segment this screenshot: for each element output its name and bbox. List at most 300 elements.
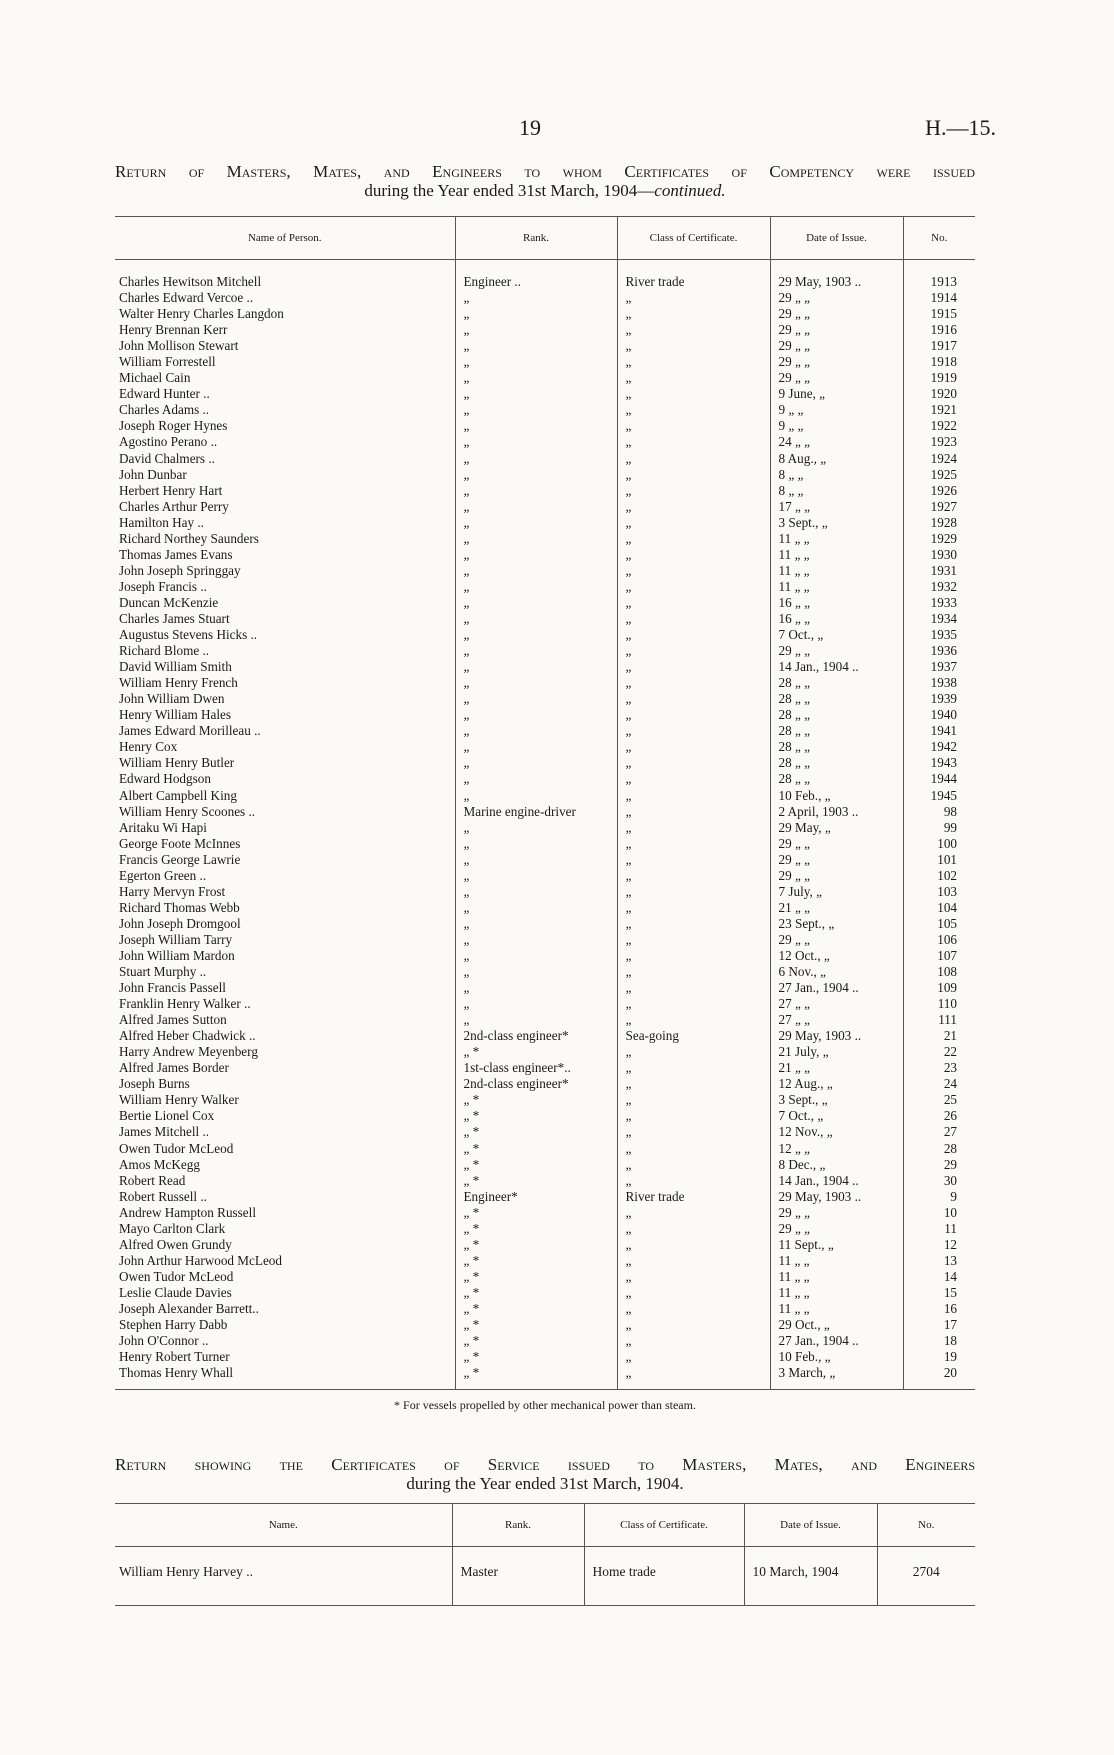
cell-class: „ xyxy=(617,483,770,499)
title-line-2 xyxy=(115,181,975,200)
cell-rank: „ xyxy=(455,338,617,354)
cell-date: 11 „ „ xyxy=(770,531,903,547)
cell-date: 7 July, „ xyxy=(770,884,903,900)
cell-date: 21 „ „ xyxy=(770,900,903,916)
cell-class: „ xyxy=(617,1253,770,1269)
competency-table-header xyxy=(115,217,975,260)
cell-name: Alfred Owen Grundy xyxy=(119,1236,232,1252)
cell-name: William Forrestell xyxy=(119,354,216,370)
cell-number: 24 xyxy=(903,1076,975,1092)
cell-name: John William Dwen xyxy=(119,691,225,707)
cell-date: 8 Dec., „ xyxy=(770,1157,903,1173)
cell-class: „ xyxy=(617,755,770,771)
cell-name: Andrew Hampton Russell xyxy=(119,1204,256,1220)
cell-date: 29 „ „ xyxy=(770,852,903,868)
cell-class: „ xyxy=(617,820,770,836)
cell-name: George Foote McInnes xyxy=(119,835,241,851)
table-row xyxy=(115,771,975,787)
cell-name: Leslie Claude Davies xyxy=(119,1284,232,1300)
cell-rank: „ xyxy=(455,659,617,675)
cell-date: 8 „ „ xyxy=(770,483,903,499)
cell-name: Bertie Lionel Cox xyxy=(119,1108,215,1124)
cell-class: „ xyxy=(617,290,770,306)
cell-number: 23 xyxy=(903,1060,975,1076)
cell-date: 7 Oct., „ xyxy=(770,1108,903,1124)
cell-number: 103 xyxy=(903,884,975,900)
cell-name: Agostino Perano .. xyxy=(119,434,218,450)
cell-class: „ xyxy=(617,836,770,852)
cell-name: Thomas James Evans xyxy=(119,546,233,562)
cell-name: Henry William Hales xyxy=(119,707,232,723)
table-row xyxy=(115,1173,975,1189)
cell-date: 12 Nov., „ xyxy=(770,1124,903,1140)
cell-date: 28 „ „ xyxy=(770,723,903,739)
cell-name: John O'Connor .. xyxy=(119,1333,209,1349)
cell-rank: „ * xyxy=(455,1301,617,1317)
cell-number: 27 xyxy=(903,1124,975,1140)
cell-date: 8 Aug., „ xyxy=(770,451,903,467)
cell-class: „ xyxy=(617,1092,770,1108)
cell-rank: „ xyxy=(455,515,617,531)
cell-name: John Joseph Springgay xyxy=(119,562,241,578)
cell-rank: „ xyxy=(455,932,617,948)
cell-date: 29 „ „ xyxy=(770,290,903,306)
table-row xyxy=(115,354,975,370)
cell-date: 24 „ „ xyxy=(770,434,903,450)
table-row xyxy=(115,691,975,707)
cell-date: 21 „ „ xyxy=(770,1060,903,1076)
cell-class: „ xyxy=(617,1060,770,1076)
cell-class: „ xyxy=(617,467,770,483)
table-row xyxy=(115,1141,975,1157)
cell-name: Edward Hunter .. xyxy=(119,386,210,402)
table-row xyxy=(115,643,975,659)
service-title-line-2: during the Year ended 31st March, 1904. xyxy=(406,1474,684,1493)
cell-date: 27 „ „ xyxy=(770,1012,903,1028)
cell-rank: „ * xyxy=(455,1253,617,1269)
cell-rank: „ xyxy=(455,996,617,1012)
cell-rank: „ xyxy=(455,354,617,370)
cell-name: Edward Hodgson xyxy=(119,771,211,787)
table-row xyxy=(115,1092,975,1108)
cell-name: Robert Read xyxy=(119,1172,186,1188)
cell-name: Hamilton Hay .. xyxy=(119,514,204,530)
table-row xyxy=(115,467,975,483)
table-row xyxy=(115,595,975,611)
cell-rank: „ * xyxy=(455,1365,617,1390)
cell-rank: „ xyxy=(455,643,617,659)
cell-rank: „ xyxy=(455,771,617,787)
table-row xyxy=(115,836,975,852)
cell-date: 9 „ „ xyxy=(770,402,903,418)
cell-rank: „ xyxy=(455,306,617,322)
cell-rank: „ xyxy=(455,370,617,386)
table-row xyxy=(115,322,975,338)
cell-class: „ xyxy=(617,1124,770,1140)
cell-number: 30 xyxy=(903,1173,975,1189)
cell-name: Mayo Carlton Clark xyxy=(119,1220,226,1236)
cell-name: Charles James Stuart xyxy=(119,610,230,626)
service-table-body xyxy=(115,1547,975,1606)
cell-rank: Engineer* xyxy=(455,1189,617,1205)
cell-rank: „ xyxy=(455,788,617,804)
cell-name: Alfred James Border xyxy=(119,1060,229,1076)
table-row xyxy=(115,531,975,547)
cell-name: Richard Blome .. xyxy=(119,643,210,659)
table-row xyxy=(115,260,975,291)
cell-rank: „ xyxy=(455,852,617,868)
cell-class: „ xyxy=(617,643,770,659)
cell-rank: Master xyxy=(452,1547,584,1606)
cell-number: 100 xyxy=(903,836,975,852)
table-row xyxy=(115,1349,975,1365)
cell-class: „ xyxy=(617,1317,770,1333)
table-row xyxy=(115,1108,975,1124)
cell-name: Richard Northey Saunders xyxy=(119,530,259,546)
cell-rank: „ xyxy=(455,386,617,402)
cell-date: 29 May, „ xyxy=(770,820,903,836)
table-row xyxy=(115,1269,975,1285)
table-row xyxy=(115,627,975,643)
cell-rank: „ * xyxy=(455,1349,617,1365)
cell-number: 16 xyxy=(903,1301,975,1317)
cell-name: William Henry Butler xyxy=(119,755,235,771)
service-header-number: No. xyxy=(877,1504,975,1547)
cell-class: „ xyxy=(617,370,770,386)
cell-rank: „ xyxy=(455,290,617,306)
cell-date: 11 „ „ xyxy=(770,579,903,595)
cell-class: „ xyxy=(617,1349,770,1365)
cell-rank: „ * xyxy=(455,1108,617,1124)
cell-date: 29 May, 1903 .. xyxy=(770,260,903,291)
cell-date: 2 April, 1903 .. xyxy=(770,804,903,820)
table-row xyxy=(115,547,975,563)
cell-rank: „ xyxy=(455,579,617,595)
cell-date: 14 Jan., 1904 .. xyxy=(770,659,903,675)
cell-class: „ xyxy=(617,900,770,916)
cell-date: 29 „ „ xyxy=(770,370,903,386)
cell-number: 101 xyxy=(903,852,975,868)
cell-rank: „ xyxy=(455,483,617,499)
cell-class: „ xyxy=(617,595,770,611)
cell-rank: „ * xyxy=(455,1317,617,1333)
cell-class: „ xyxy=(617,707,770,723)
service-header-rank: Rank. xyxy=(452,1504,584,1547)
service-header-name: Name. xyxy=(115,1504,452,1547)
cell-name: John Arthur Harwood McLeod xyxy=(119,1252,282,1268)
cell-name: Joseph Burns xyxy=(119,1076,190,1092)
cell-date: 29 May, 1903 .. xyxy=(770,1189,903,1205)
cell-class: Home trade xyxy=(584,1547,744,1606)
cell-name: Michael Cain xyxy=(119,370,191,386)
cell-name: John Francis Passell xyxy=(119,980,226,996)
cell-rank: „ xyxy=(455,563,617,579)
service-title-line-1: Return showing the Certificates of Service issued to Masters, Mates, and Engineers xyxy=(115,1455,975,1474)
cell-number: 1932 xyxy=(903,579,975,595)
cell-date: 29 „ „ xyxy=(770,643,903,659)
cell-name: Joseph William Tarry xyxy=(119,931,233,947)
table-row xyxy=(115,707,975,723)
cell-class: „ xyxy=(617,434,770,450)
cell-name: Walter Henry Charles Langdon xyxy=(119,306,284,322)
cell-name: Amos McKegg xyxy=(119,1156,200,1172)
cell-class: „ xyxy=(617,386,770,402)
cell-name: Herbert Henry Hart xyxy=(119,482,223,498)
cell-number: 1922 xyxy=(903,418,975,434)
table-row xyxy=(115,1285,975,1301)
cell-class: „ xyxy=(617,804,770,820)
cell-number: 21 xyxy=(903,1028,975,1044)
cell-date: 7 Oct., „ xyxy=(770,627,903,643)
cell-rank: Marine engine-driver xyxy=(455,804,617,820)
cell-date: 28 „ „ xyxy=(770,675,903,691)
cell-name: William Henry Scoones .. xyxy=(119,803,256,819)
cell-class: „ xyxy=(617,322,770,338)
cell-date: 29 „ „ xyxy=(770,1221,903,1237)
cell-rank: „ xyxy=(455,691,617,707)
cell-name: Henry Robert Turner xyxy=(119,1349,230,1365)
table-row xyxy=(115,1365,975,1390)
service-header-class: Class of Certificate. xyxy=(584,1504,744,1547)
table-row xyxy=(115,1237,975,1253)
cell-name: Thomas Henry Whall xyxy=(115,1365,455,1390)
cell-name: David Chalmers .. xyxy=(119,450,215,466)
cell-date: 11 „ „ xyxy=(770,563,903,579)
cell-class: „ xyxy=(617,547,770,563)
cell-rank: „ * xyxy=(455,1173,617,1189)
cell-number: 1916 xyxy=(903,322,975,338)
cell-name: Charles Hewitson Mitchell xyxy=(119,274,262,289)
table-row xyxy=(115,1028,975,1044)
cell-date: 27 „ „ xyxy=(770,996,903,1012)
cell-class: „ xyxy=(617,1285,770,1301)
cell-class: „ xyxy=(617,627,770,643)
cell-number: 2704 xyxy=(877,1547,975,1606)
table-row xyxy=(115,515,975,531)
cell-number: 1937 xyxy=(903,659,975,675)
cell-class: „ xyxy=(617,515,770,531)
cell-date: 29 „ „ xyxy=(770,306,903,322)
cell-date: 27 Jan., 1904 .. xyxy=(770,980,903,996)
cell-class: „ xyxy=(617,1333,770,1349)
table-row xyxy=(115,290,975,306)
cell-name: Harry Andrew Meyenberg xyxy=(119,1044,258,1060)
cell-class: „ xyxy=(617,1269,770,1285)
cell-class: „ xyxy=(617,418,770,434)
cell-date: 16 „ „ xyxy=(770,611,903,627)
cell-class: „ xyxy=(617,964,770,980)
table-row xyxy=(115,675,975,691)
cell-number: 108 xyxy=(903,964,975,980)
cell-number: 1938 xyxy=(903,675,975,691)
cell-date: 28 „ „ xyxy=(770,755,903,771)
cell-number: 18 xyxy=(903,1333,975,1349)
table-row xyxy=(115,723,975,739)
table-row xyxy=(115,306,975,322)
cell-date: 11 „ „ xyxy=(770,1301,903,1317)
cell-rank: 1st-class engineer*.. xyxy=(455,1060,617,1076)
cell-class: „ xyxy=(617,675,770,691)
cell-rank: „ xyxy=(455,884,617,900)
cell-rank: „ xyxy=(455,916,617,932)
cell-number: 19 xyxy=(903,1349,975,1365)
cell-rank: „ xyxy=(455,467,617,483)
cell-class: „ xyxy=(617,996,770,1012)
table-row xyxy=(115,916,975,932)
cell-rank: „ xyxy=(455,900,617,916)
table-row xyxy=(115,1317,975,1333)
cell-rank: „ * xyxy=(455,1269,617,1285)
cell-class: „ xyxy=(617,1301,770,1317)
table-row xyxy=(115,900,975,916)
cell-date: 29 „ „ xyxy=(770,868,903,884)
cell-class: „ xyxy=(617,691,770,707)
cell-class: Sea-going xyxy=(617,1028,770,1044)
cell-class: River trade xyxy=(617,1189,770,1205)
cell-name: Henry Brennan Kerr xyxy=(119,322,228,338)
table-row xyxy=(115,739,975,755)
cell-rank: 2nd-class engineer* xyxy=(455,1076,617,1092)
cell-date: 16 „ „ xyxy=(770,595,903,611)
cell-number: 106 xyxy=(903,932,975,948)
table-row xyxy=(115,1301,975,1317)
cell-rank: „ xyxy=(455,402,617,418)
header-class: Class of Certificate. xyxy=(617,217,770,260)
cell-rank: „ xyxy=(455,707,617,723)
cell-number: 1936 xyxy=(903,643,975,659)
table-row xyxy=(115,579,975,595)
cell-rank: „ xyxy=(455,820,617,836)
cell-date: 27 Jan., 1904 .. xyxy=(770,1333,903,1349)
cell-rank: „ * xyxy=(455,1205,617,1221)
cell-date: 29 „ „ xyxy=(770,932,903,948)
cell-name: John Dunbar xyxy=(119,466,187,482)
cell-number: 1917 xyxy=(903,338,975,354)
cell-date: 28 „ „ xyxy=(770,771,903,787)
cell-number: 1926 xyxy=(903,483,975,499)
service-table xyxy=(115,1503,975,1606)
cell-rank: „ xyxy=(455,531,617,547)
table-row xyxy=(115,499,975,515)
cell-class: „ xyxy=(617,1365,770,1390)
cell-class: „ xyxy=(617,771,770,787)
cell-date: 29 May, 1903 .. xyxy=(770,1028,903,1044)
cell-class: „ xyxy=(617,354,770,370)
cell-name: John William Mardon xyxy=(119,947,235,963)
cell-class: „ xyxy=(617,1173,770,1189)
cell-name: Francis George Lawrie xyxy=(119,851,241,867)
cell-name: David William Smith xyxy=(119,659,232,675)
cell-class: „ xyxy=(617,611,770,627)
table-row xyxy=(115,820,975,836)
table-row xyxy=(115,1253,975,1269)
table-row xyxy=(115,611,975,627)
cell-number: 99 xyxy=(903,820,975,836)
cell-date: 11 „ „ xyxy=(770,547,903,563)
cell-number: 109 xyxy=(903,980,975,996)
cell-rank: „ xyxy=(455,739,617,755)
cell-name: Aritaku Wi Hapi xyxy=(119,819,207,835)
cell-rank: „ xyxy=(455,499,617,515)
cell-class: „ xyxy=(617,306,770,322)
cell-date: 29 „ „ xyxy=(770,354,903,370)
table-row xyxy=(115,852,975,868)
cell-number: 17 xyxy=(903,1317,975,1333)
table-row xyxy=(115,370,975,386)
table-row xyxy=(115,1076,975,1092)
cell-rank: „ * xyxy=(455,1044,617,1060)
cell-name: Henry Cox xyxy=(119,739,178,755)
header-name: Name of Person. xyxy=(115,217,455,260)
cell-rank: „ xyxy=(455,964,617,980)
table-row xyxy=(115,563,975,579)
cell-rank: „ xyxy=(455,868,617,884)
service-table-header xyxy=(115,1504,975,1547)
cell-name: Stuart Murphy .. xyxy=(119,964,207,980)
cell-class: „ xyxy=(617,868,770,884)
cell-class: „ xyxy=(617,1141,770,1157)
cell-name: Joseph Francis .. xyxy=(119,578,207,594)
table-row xyxy=(115,386,975,402)
cell-number: 1921 xyxy=(903,402,975,418)
cell-date: 17 „ „ xyxy=(770,499,903,515)
cell-number: 9 xyxy=(903,1189,975,1205)
cell-rank: „ * xyxy=(455,1221,617,1237)
header-date: Date of Issue. xyxy=(770,217,903,260)
cell-rank: „ xyxy=(455,948,617,964)
cell-number: 1929 xyxy=(903,531,975,547)
cell-number: 1919 xyxy=(903,370,975,386)
cell-rank: „ * xyxy=(455,1141,617,1157)
cell-name: James Edward Morilleau .. xyxy=(119,723,261,739)
cell-rank: „ xyxy=(455,418,617,434)
table-row xyxy=(115,1189,975,1205)
cell-number: 98 xyxy=(903,804,975,820)
table-row xyxy=(115,402,975,418)
cell-number: 107 xyxy=(903,948,975,964)
cell-number: 111 xyxy=(903,1012,975,1028)
cell-name: William Henry Walker xyxy=(119,1092,239,1108)
title-line-2-italic: continued. xyxy=(654,181,726,200)
document-reference: H.—15. xyxy=(925,115,996,140)
cell-name: Duncan McKenzie xyxy=(119,594,219,610)
cell-date: 9 „ „ xyxy=(770,418,903,434)
table-row xyxy=(115,418,975,434)
cell-number: 1930 xyxy=(903,547,975,563)
cell-rank: „ xyxy=(455,755,617,771)
table-row xyxy=(115,996,975,1012)
cell-date: 3 Sept., „ xyxy=(770,1092,903,1108)
title-line-2-text: during the Year ended 31st March, 1904— xyxy=(364,181,655,200)
cell-name: Augustus Stevens Hicks .. xyxy=(119,627,258,643)
cell-name: Stephen Harry Dabb xyxy=(119,1317,228,1333)
cell-rank: „ xyxy=(455,836,617,852)
cell-name: Owen Tudor McLeod xyxy=(119,1268,234,1284)
cell-number: 1940 xyxy=(903,707,975,723)
cell-number: 1920 xyxy=(903,386,975,402)
cell-number: 1914 xyxy=(903,290,975,306)
cell-date: 11 Sept., „ xyxy=(770,1237,903,1253)
cell-class: „ xyxy=(617,1044,770,1060)
competency-table xyxy=(115,216,975,1390)
cell-number: 1935 xyxy=(903,627,975,643)
cell-date: 10 Feb., „ xyxy=(770,788,903,804)
cell-name: John Joseph Dromgool xyxy=(119,915,241,931)
cell-date: 3 March, „ xyxy=(770,1365,903,1390)
cell-number: 22 xyxy=(903,1044,975,1060)
cell-number: 26 xyxy=(903,1108,975,1124)
cell-number: 1945 xyxy=(903,788,975,804)
